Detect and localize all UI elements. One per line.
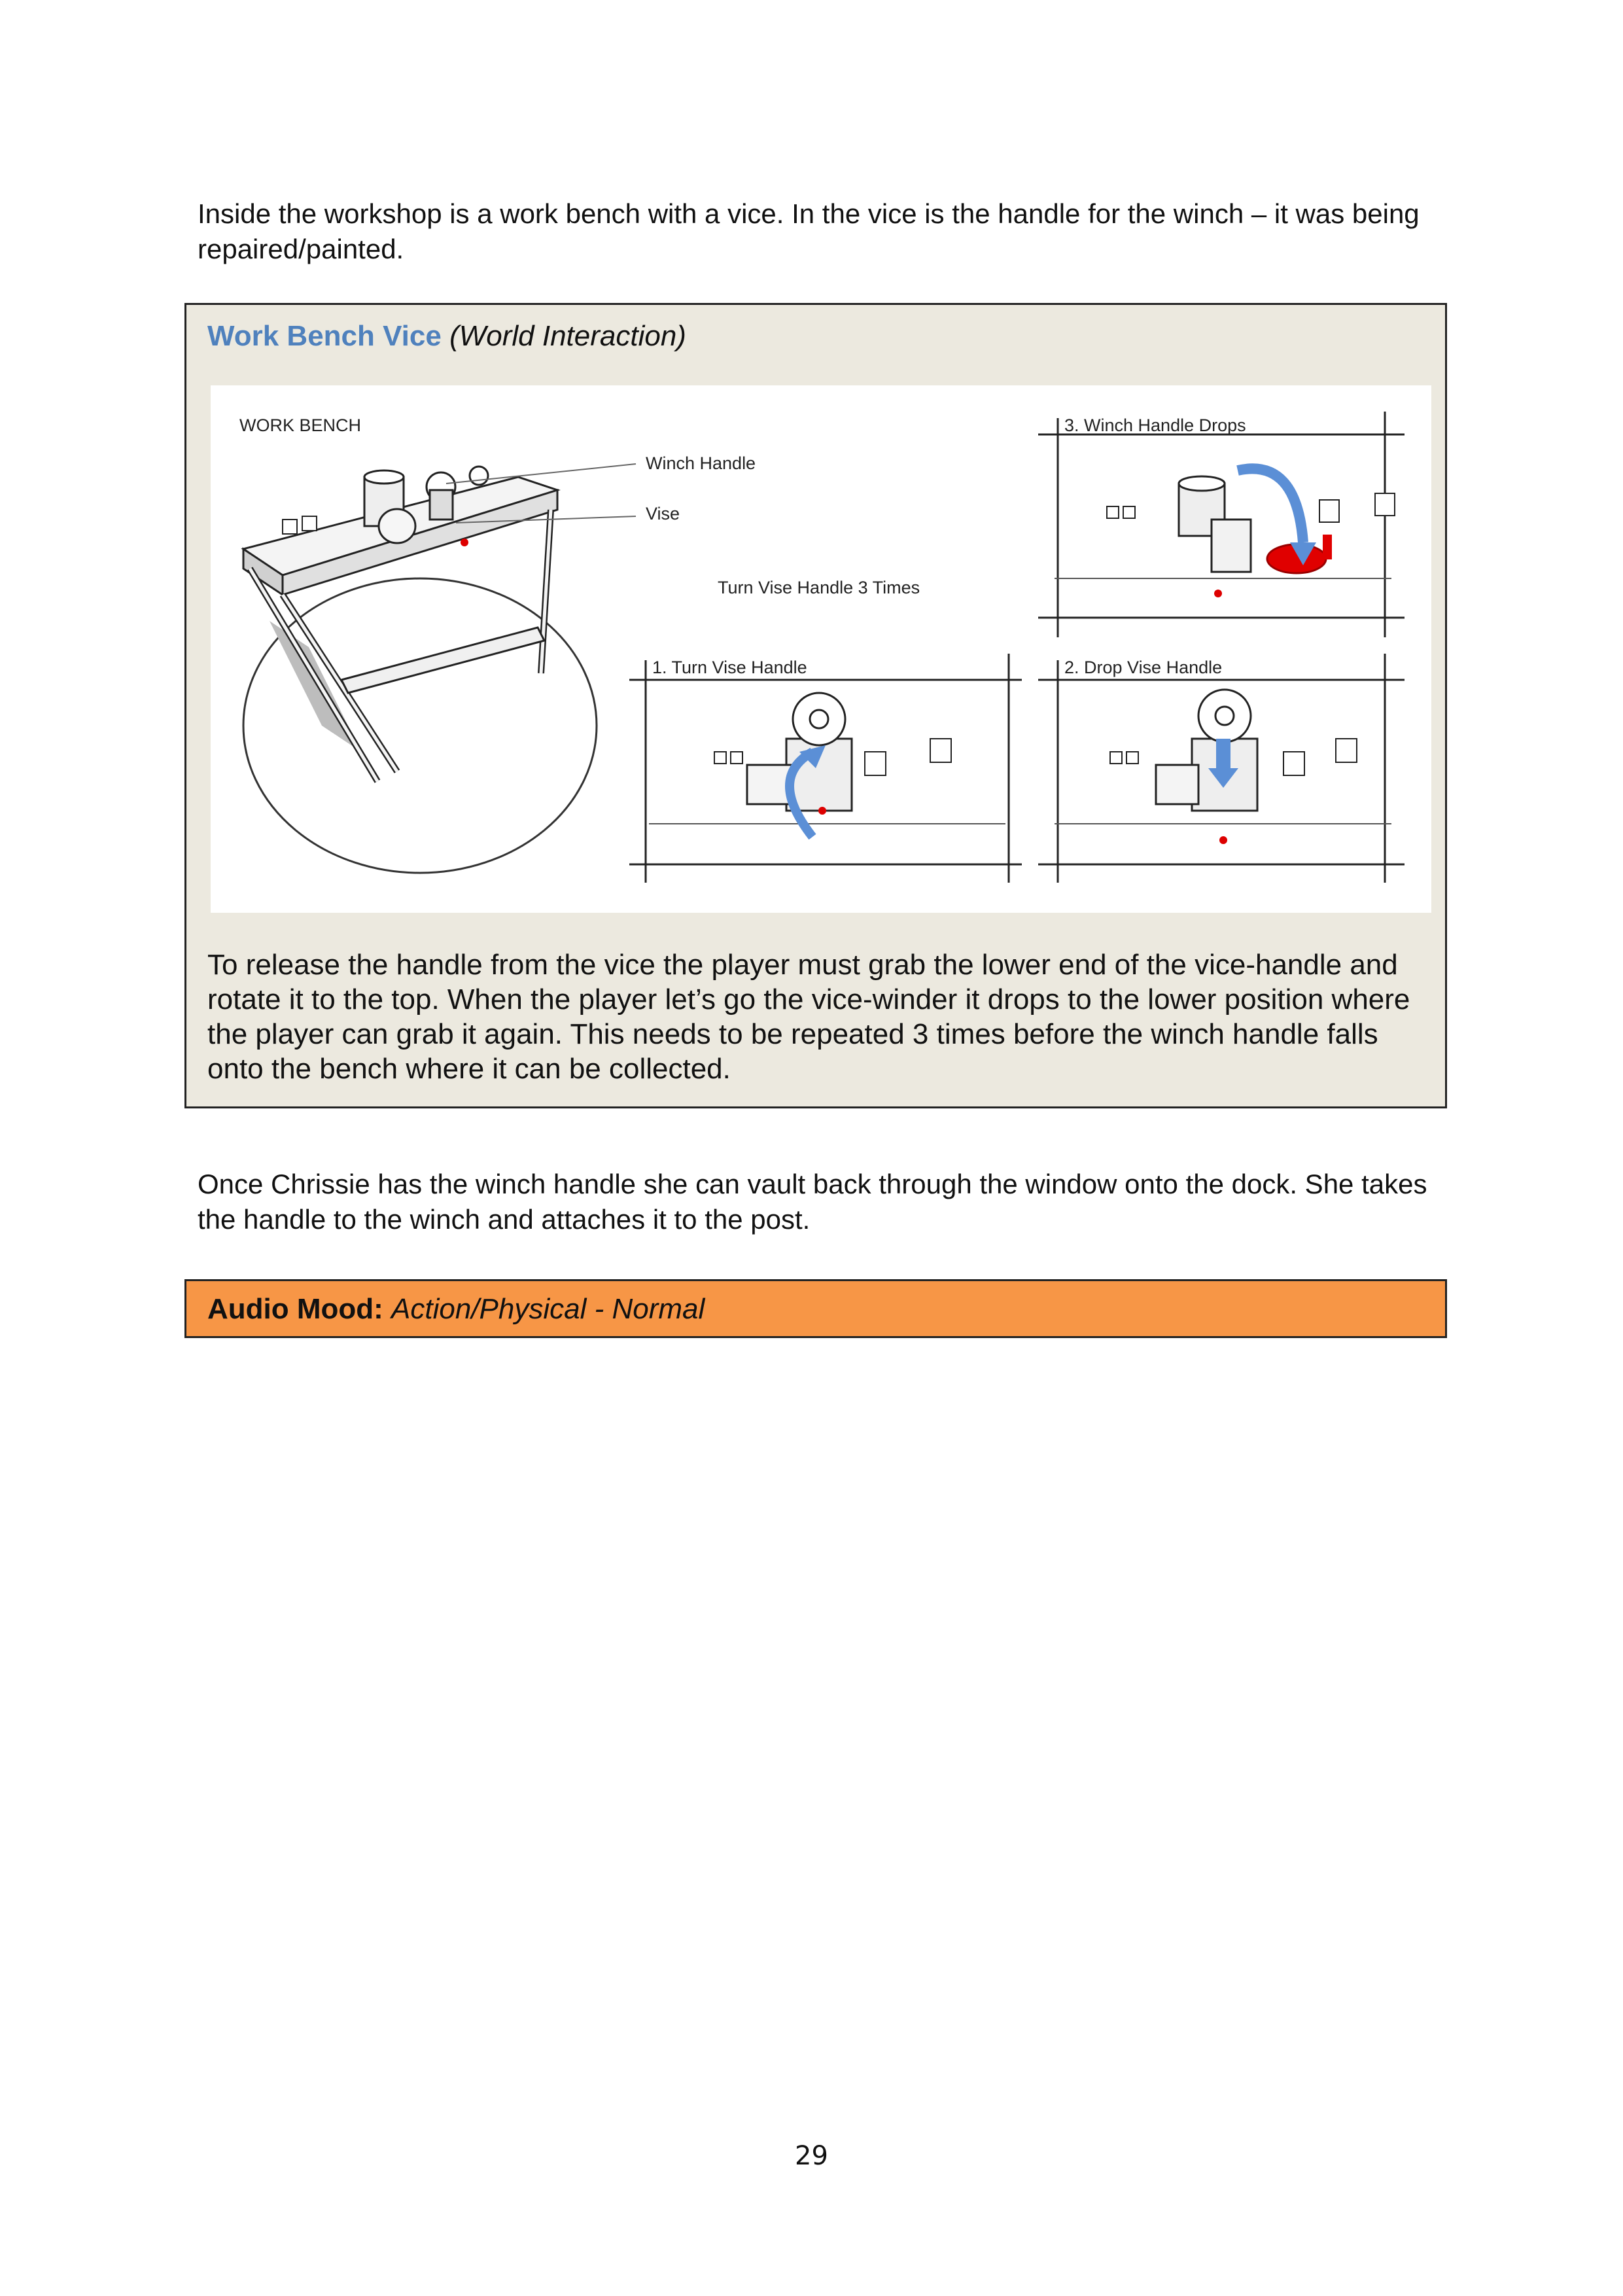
vice-box-body: To release the handle from the vice the player must grab the lower end of the vice-handle and rotate it to the top. When the player let’s go the vice-winder it drops to the lower position where the player can grab it again. This needs to be repeated 3 times before the winch handle falls onto the bench where it can be collected. xyxy=(207,949,1410,1085)
audio-mood-box xyxy=(184,1279,1447,1338)
page-number: 29 xyxy=(795,2141,828,2171)
step1-label: 1. Turn Vise Handle xyxy=(652,658,807,677)
audio-mood-value: Action/Physical - Normal xyxy=(391,1293,705,1325)
step2-label: 2. Drop Vise Handle xyxy=(1064,658,1223,677)
winch-handle-label: Winch Handle xyxy=(646,453,756,473)
box-title-bold: Work Bench Vice xyxy=(207,320,442,352)
box-title xyxy=(207,317,686,356)
work-bench-label: WORK BENCH xyxy=(239,415,362,435)
second-paragraph: Once Chrissie has the winch handle she can vault back through the window onto the dock. She takes the handle to the winch and attaches it to the post. xyxy=(198,1169,1427,1235)
step1-panel xyxy=(629,654,1022,883)
step3-label: 3. Winch Handle Drops xyxy=(1064,415,1246,435)
vise-label: Vise xyxy=(646,504,680,523)
intro-paragraph: Inside the workshop is a work bench with a vice. In the vice is the handle for the winch – it was being repaired/painted. xyxy=(198,198,1420,264)
work-bench-vice-box xyxy=(184,303,1447,1108)
audio-mood-label: Audio Mood: xyxy=(207,1293,383,1325)
instruction-label: Turn Vise Handle 3 Times xyxy=(718,578,920,597)
step3-panel xyxy=(1038,412,1405,637)
step2-panel xyxy=(1038,654,1405,883)
work-bench-illustration xyxy=(243,464,636,873)
audio-mood-text xyxy=(207,1290,705,1328)
box-title-italic: (World Interaction) xyxy=(449,320,686,352)
work-bench-diagram xyxy=(211,385,1431,913)
